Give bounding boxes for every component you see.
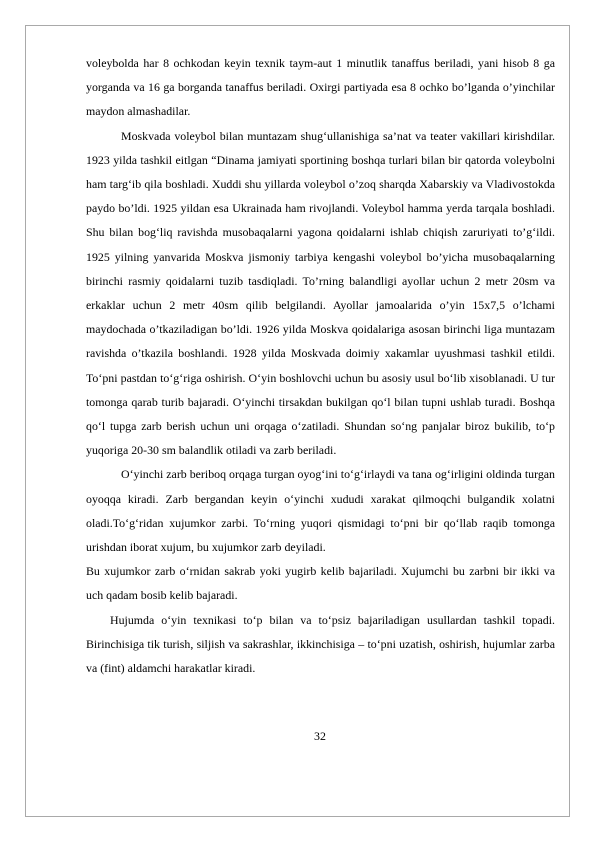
- paragraph-5: Hujumda o‘yin texnikasi to‘p bilan va to‘psiz bajariladigan usullardan tashkil topadi. Birinchisiga tik turish, siljish va sakrashlar, ikkinchisiga – to‘pni uzatish, oshirish, hujumlar zarba va (fint) aldamchi harakatlar kiradi.: [86, 612, 555, 676]
- page-number: 32: [314, 729, 326, 743]
- paragraph-2: Moskvada voleybol bilan muntazam shug‘ullanishiga sa’nat va teater vakillari kirishdilar. 1923 yilda tashkil eitlgan “Dinama jamiyati sportining boshqa turlari bilan bir qatorda voleybolni ham targ‘ib qila boshladi. Xuddi shu yillarda voleybol o’zoq sharqda Xabarskiy va Vladivostokda paydo bo’ldi. 1925 yildan esa Ukrainada ham rivojlandi. Voleybol hamma yerda tarqala boshladi. Shu bilan bog‘liq ravishda musobaqalarni yagona qoidalarni ishlab chiqish zaruriyati to’g‘ildi. 1925 yilning yanvarida Moskva jismoniy tarbiya kengashi voleybol bo’yicha musobaqalarning birinchi rasmiy qoidalarni tuzib tasdiqladi. To’rning balandligi ayollar uchun 2 metr 20sm va erkaklar uchun 2 metr 40sm qilib belgilandi. Ayollar jamoalarida o’yin 15x7,5 o’lchami maydochada o’tkaziladigan bo’ldi. 1926 yilda Moskva qoidalariga asosan birinchi liga muntazam ravishda o’tkazila boshlandi. 1928 yilda Moskvada doimiy xakamlar uyushmasi tashkil etildi. To‘pni pastdan to‘g‘riga oshirish. O‘yin boshlovchi uchun bu asosiy usul bo‘lib xisoblanadi. U tur tomonga qarab turib bajaradi. O‘yinchi tirsakdan bukilgan qo‘l bilan tupni ushlab turadi. Boshqa qo‘l tupga zarb berish uchun uni orqaga o‘zatiladi. Shundan so‘ng panjalar biroz bukilib, to‘p yuqoriga 20-30 sm balandlik otiladi va zarb beriladi.: [86, 128, 555, 458]
- paragraph-4: Bu xujumkor zarb o‘rnidan sakrab yoki yugirb kelib bajariladi. Xujumchi bu zarbni bir ikki va uch qadam bosib kelib bajaradi.: [86, 564, 555, 603]
- document-body: [86, 51, 555, 680]
- paragraph-1: voleybolda har 8 ochkodan keyin texnik taym-aut 1 minutlik tanaffus beriladi, yani hisob 8 ga yorganda va 16 ga borganda tanaffus beriladi. Oxirgi partiyada esa 8 ochko bo’lganda o’yinchilar maydon almashadilar.: [86, 56, 555, 119]
- paragraph-3: O‘yinchi zarb beriboq orqaga turgan oyog‘ini to‘g‘irlaydi va tana og‘irligini oldinda turgan oyoqqa kiradi. Zarb bergandan keyin o‘yinchi xududi xarakat qilmoqchi bulgandik xolatni oladi.To‘g‘ridan xujumkor zarbi. To‘rning yuqori qismidagi to‘pni bir qo‘llab raqib tomonga urishdan iborat xujum, bu xujumkor zarb deyiladi.: [86, 467, 555, 555]
